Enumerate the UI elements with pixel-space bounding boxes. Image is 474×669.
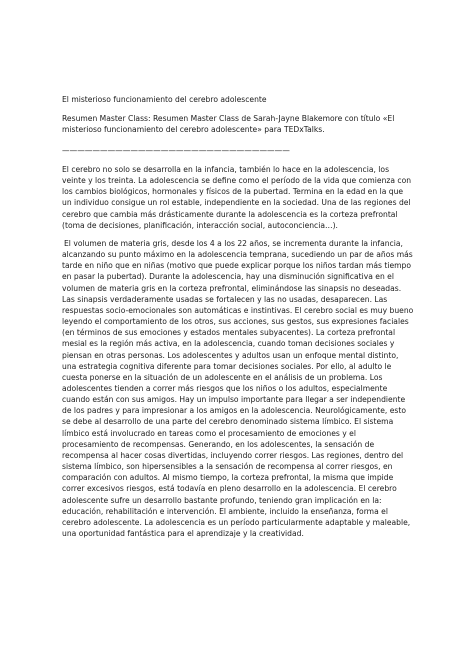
document-page <box>62 94 414 546</box>
document-title: El misterioso funcionamiento del cerebro adolescente <box>62 95 267 104</box>
paragraph-body: El volumen de materia gris, desde los 4 a los 22 años, se incrementa durante la infancia, alcanzando su punto máximo en la adolescencia temprana, sucediendo un par de años más tarde en niño que en niñas (motivo que puede explicar porque los niños tardan más tiempo en pasar la pubertad). Durante la adolescencia, hay una disminución significativa en el volumen de materia gris en la corteza prefrontal, eliminándose las sinapsis no deseadas. Las sinapsis verdaderamente usadas se fortalecen y las no usadas, desaparecen. Las respuestas socio-emocionales son automáticas e instintivas. El cerebro social es muy bueno leyendo el comportamiento de los otros, sus acciones, sus gestos, sus expresiones faciales (en términos de sus emociones y estados mentales subyacentes). La corteza prefrontal mesial es la región más activa, en la adolescencia, cuando toman decisiones sociales y piensan en otras personas. Los adolescentes y adultos usan un enfoque mental distinto, una estrategia cognitiva diferente para tomar decisiones sociales. Por ello, al adulto le cuesta ponerse en la situación de un adolescente en el análisis de un problema. Los adolescentes tienden a correr más riesgos que los niños o los adultos, especialmente cuando están con sus amigos. Hay un impulso importante para llegar a ser independiente de los padres y para impresionar a los amigos en la adolescencia. Neurológicamente, esto se debe al desarrollo de una parte del cerebro denominado sistema límbico. El sistema límbico está involucrado en tareas como el procesamiento de emociones y el procesamiento de recompensas. Generando, en los adolescentes, la sensación de recompensa al hacer cosas divertidas, incluyendo correr riesgos. Las regiones, dentro del sistema límbico, son hipersensibles a la sensación de recompensa al correr riesgos, en comparación con adultos. Al mismo tiempo, la corteza prefrontal, la misma que impide correr excesivos riesgos, está todavía en pleno desarrollo en la adolescencia. El cerebro adolescente sufre un desarrollo bastante profundo, teniendo gran implicación en la: educación, rehabilitación e intervención. El ambiente, incluido la enseñanza, forma el cerebro adolescente. La adolescencia es un período particularmente adaptable y maleable, una oportunidad fantástica para el aprendizaje y la creatividad. <box>62 238 414 538</box>
paragraph-intro: El cerebro no solo se desarrolla en la infancia, también lo hace en la adolescencia, los veinte y los treinta. La adolescencia se define como el período de la vida que comienza con los cambios biológicos, hormonales y físicos de la pubertad. Termina en la edad en la que un individuo consigue un rol estable, independiente en la sociedad. Una de las regiones del cerebro que cambia más drásticamente durante la adolescencia es la corteza prefrontal (toma de decisiones, planificación, interacción social, autoconciencia…). <box>62 165 412 230</box>
document-summary: Resumen Master Class: Resumen Master Class de Sarah-Jayne Blakemore con título «El misterioso funcionamiento del cerebro adolescente» para TEDxTalks. <box>62 114 395 134</box>
section-divider: —————————————————————————————— <box>62 146 290 155</box>
